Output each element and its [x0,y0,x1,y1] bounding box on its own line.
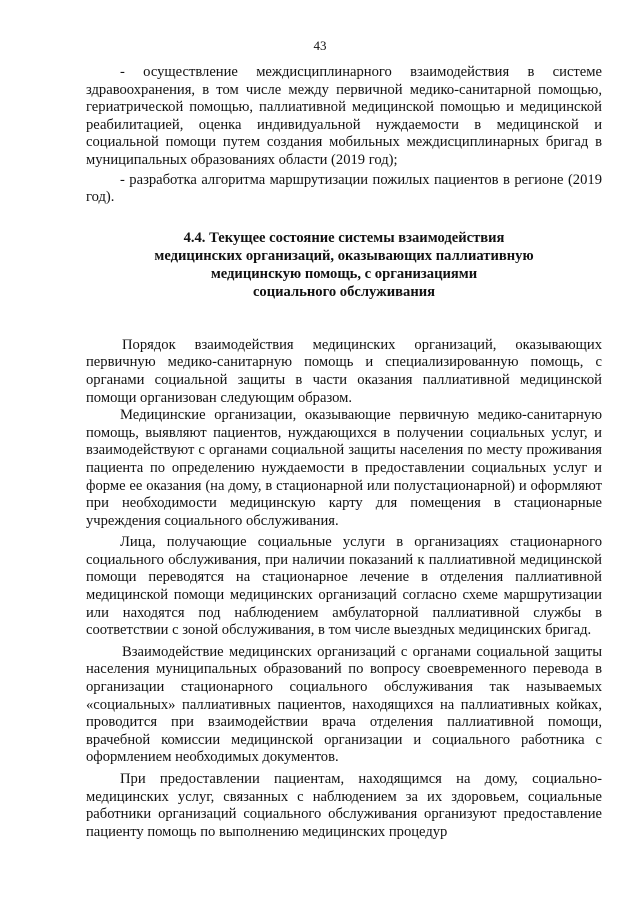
paragraph: Медицинские организации, оказывающие первичную медико-санитарную помощь, выявляют пациентов, нуждающихся в получении социальных услуг, и взаимодействуют с органами социальной защиты населения по месту проживания пациента по определению нуждаемости в предоставлении социальных услуг и форме ее оказания (на дому, в стационарной или полустационарной) и оформляют при необходимости медицинскую карту для помещения в стационарные учреждения социального обслуживания. [86,407,602,529]
list-item: - разработка алгоритма маршрутизации пожилых пациентов в регионе (2019 год). [86,171,602,206]
section-heading-line: медицинских организаций, оказывающих паллиативную [154,247,534,264]
document-body [86,64,602,841]
paragraph: При предоставлении пациентам, находящимся на дому, социально-медицинских услуг, связанных с наблюдением за их здоровьем, социальные работники организаций социального обслуживания организуют предоставление пациенту помощь по выполнению медицинских процедур [86,771,602,840]
paragraph: Взаимодействие медицинских организаций с органами социальной защиты населения муниципальных образований по вопросу своевременного перевода в организации стационарного социального обслуживания так называемых «социальных» паллиативных пациентов, находящихся на паллиативных койках, проводится при взаимодействии врача отделения паллиативной помощи, врачебной комиссии медицинской организации и социального работника с оформлением необходимых документов. [86,643,602,766]
page-number: 43 [313,38,327,53]
section-heading [86,229,602,301]
paragraph: Лица, получающие социальные услуги в организациях стационарного социального обслуживания, при наличии показаний к паллиативной медицинской помощи переводятся на стационарное лечение в отделения паллиативной медицинской помощи медицинских организаций согласно схеме маршрутизации или находятся под наблюдением амбулаторной паллиативной службы в соответствии с зоной обслуживания, в том числе выездных медицинских бригад. [86,534,602,639]
list-item: - осуществление междисциплинарного взаимодействия в системе здравоохранения, в том числе между первичной медико-санитарной помощью, гериатрической помощью, паллиативной медицинской помощью и медицинской реабилитацией, оценка индивидуальной нуждаемости в медицинской и социальной помощи путем создания мобильных междисциплинарных бригад в муниципальных образованиях области (2019 год); [86,64,602,168]
section-heading-line: социального обслуживания [252,283,436,300]
paragraph: Порядок взаимодействия медицинских организаций, оказывающих первичную медико-санитарную помощь и специализированную помощь, с органами социальной защиты в части оказания паллиативной медицинской помощи организован следующим образом. [86,336,602,406]
section-heading-line: медицинскую помощь, с организациями [210,265,478,282]
section-heading-line: 4.4. Текущее состояние системы взаимодействия [183,229,505,246]
